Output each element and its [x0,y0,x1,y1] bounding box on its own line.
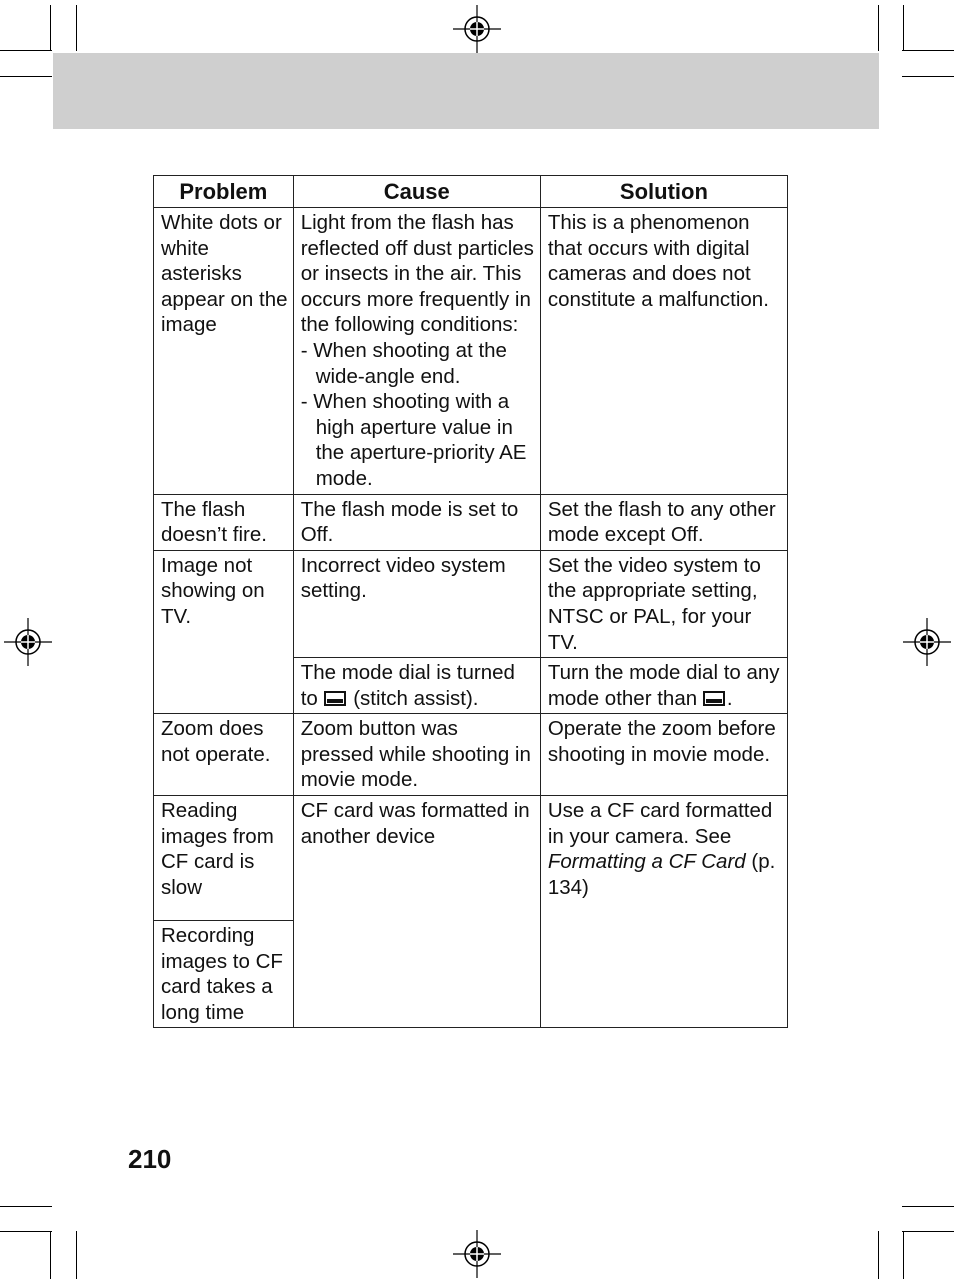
cause-cell: Incorrect video system setting. [293,550,540,657]
solution-cell: Operate the zoom before shooting in movie mode. [540,714,787,796]
cross-reference-title: Formatting a CF Card [547,850,746,874]
table-row [154,796,788,921]
crop-mark [902,1231,954,1232]
crop-mark [0,50,52,51]
registration-mark-icon [453,1230,501,1278]
table-row [154,714,788,796]
crop-mark [0,76,52,77]
stitch-assist-icon [324,691,346,706]
cause-cell [293,658,540,714]
cause-cell: The flash mode is set to Off. [293,494,540,550]
problem-cell: Zoom does not operate. [154,714,294,796]
registration-mark-icon [453,5,501,53]
table-row [154,550,788,657]
problem-cell: The flash doesn’t fire. [154,494,294,550]
problem-cell: Image not showing on TV. [154,550,294,714]
cause-text: The mode dial is turned to [300,661,515,710]
crop-mark [878,5,879,51]
crop-mark [0,1231,52,1232]
cause-header: Cause [293,176,540,208]
crop-mark [903,1231,904,1279]
cause-text: (stitch assist). [353,686,479,710]
crop-mark [902,1206,954,1207]
problem-cell: Recording images to CF card takes a long time [154,921,294,1028]
solution-text: Turn the mode dial to any mode other than [547,661,780,710]
crop-mark [878,1231,879,1279]
solution-cell [540,658,787,714]
table-header-row [154,176,788,208]
solution-text: Use a CF card formatted in your camera. See [547,799,773,848]
solution-header: Solution [540,176,787,208]
troubleshooting-table [153,175,788,1028]
table-row [154,494,788,550]
header-band [53,53,879,129]
problem-header: Problem [154,176,294,208]
stitch-assist-icon [703,691,725,706]
solution-cell: Set the flash to any other mode except Off. [540,494,787,550]
cause-cell: Zoom button was pressed while shooting in movie mode. [293,714,540,796]
crop-mark [76,1231,77,1279]
crop-mark [902,50,954,51]
problem-cell: Reading images from CF card is slow [154,796,294,921]
cause-cell [293,208,540,495]
solution-cell: Set the video system to the appropriate setting, NTSC or PAL, for your TV. [540,550,787,657]
cause-text: Light from the flash has reflected off dust particles or insects in the air. This occurs more frequently in the following conditions: [300,211,534,337]
crop-mark [902,76,954,77]
cause-bullet: - When shooting at the wide-angle end. [300,338,507,388]
solution-cell: This is a phenomenon that occurs with digital cameras and does not constitute a malfunction. [540,208,787,495]
crop-mark [903,5,904,51]
solution-text: . [726,686,733,710]
crop-mark [50,5,51,51]
problem-cell: White dots or white asterisks appear on the image [154,208,294,495]
registration-mark-icon [903,618,951,666]
cause-bullet: - When shooting with a high aperture value in the aperture-priority AE mode. [300,390,527,490]
crop-mark [50,1231,51,1279]
crop-mark [0,1206,52,1207]
page-reference: (p. 134) [547,850,776,899]
table-row [154,208,788,495]
solution-cell [540,796,787,1028]
page-number: 210 [128,1144,172,1174]
crop-mark [76,5,77,51]
cause-cell: CF card was formatted in another device [293,796,540,1028]
registration-mark-icon [4,618,52,666]
